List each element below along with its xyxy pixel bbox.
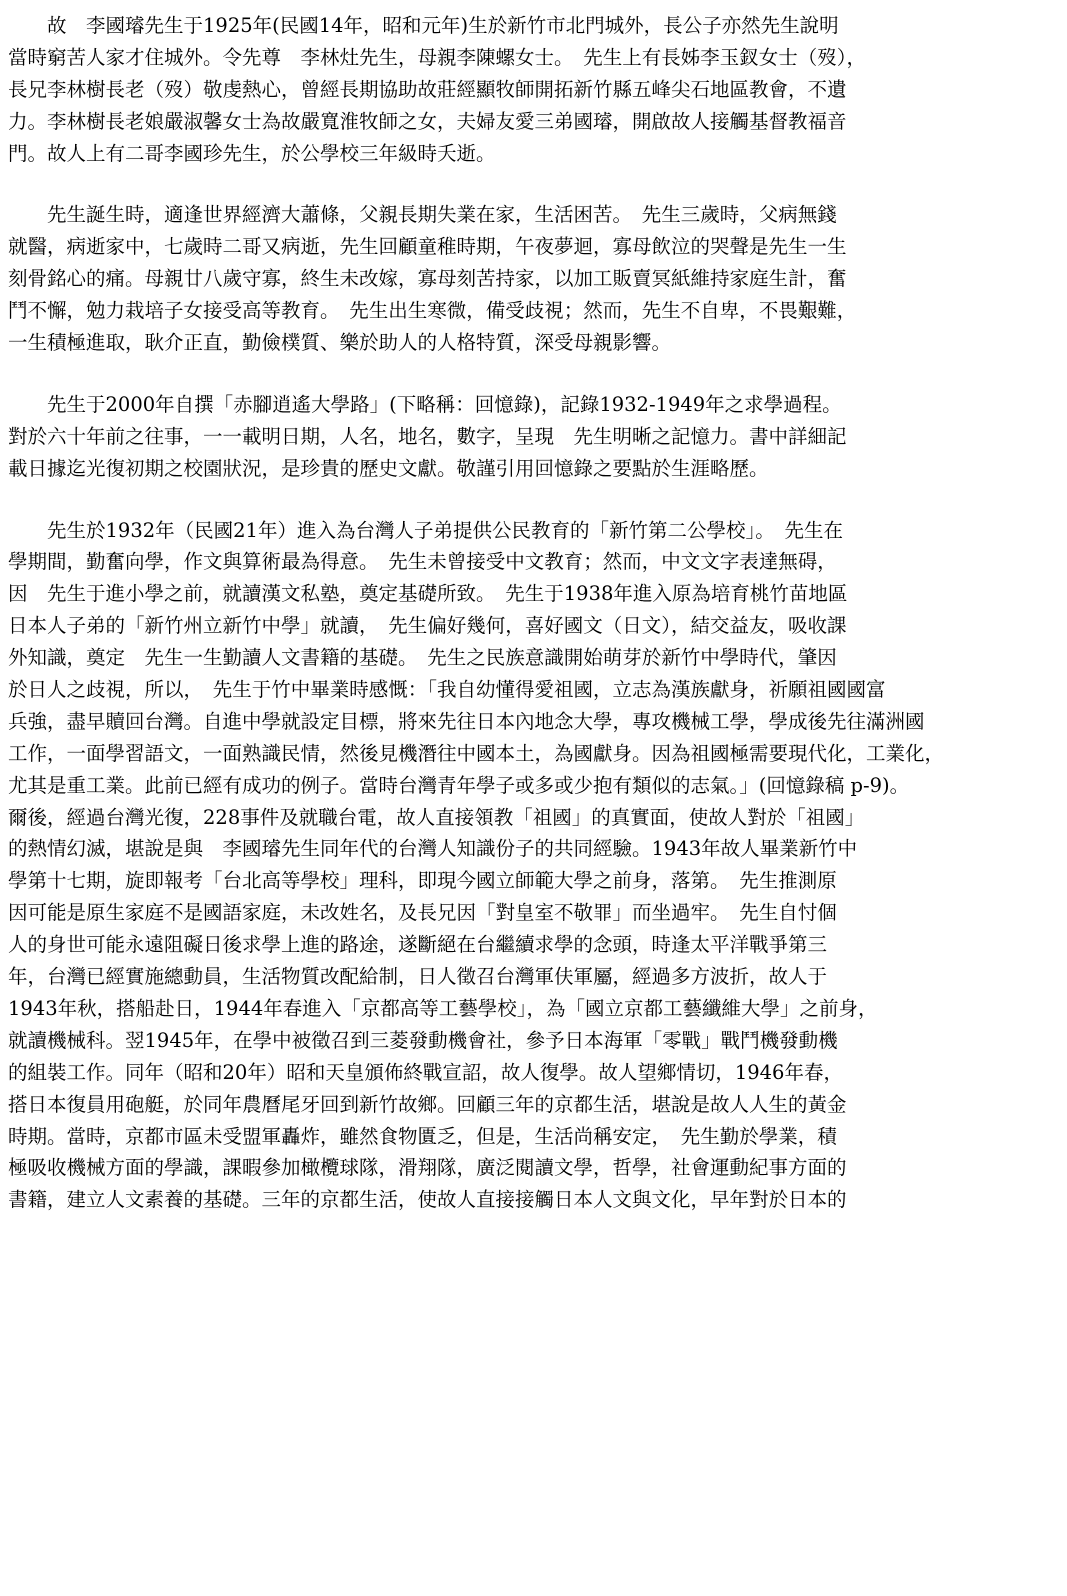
text-line: 人的身世可能永遠阻礙日後求學上進的路途，遂斷絕在台繼續求學的念頭，時逢太平洋戰爭第三 [8, 933, 828, 957]
text-line: 鬥不懈，勉力栽培子女接受高等教育。 先生出生寒微，備受歧視；然而，先生不自卑，不畏艱難， [8, 299, 857, 323]
text-line: 門。故人上有二哥李國珍先生，於公學校三年級時夭逝。 [8, 141, 496, 165]
text-line: 刻骨銘心的痛。母親廿八歲守寡，終生未改嫁，寡母刻苦持家，以加工販賣冥紙維持家庭生計，奮 [8, 267, 847, 291]
paragraph-education [8, 515, 1067, 1217]
text-line: 先生於1932年（民國21年）進入為台灣人子弟提供公民教育的「新竹第二公學校」。 先生在 [8, 518, 843, 542]
text-line: 日本人子弟的「新竹州立新竹中學」就讀， 先生偏好幾何，喜好國文（日文），結交益友，吸收課 [8, 614, 847, 638]
text-line: 極吸收機械方面的學識，課暇參加橄欖球隊，滑翔隊，廣泛閱讀文學，哲學，社會運動紀事方面的 [8, 1156, 847, 1180]
text-line: 就醫，病逝家中，七歲時二哥又病逝，先生回顧童稚時期，午夜夢迴，寡母飲泣的哭聲是先生一生 [8, 235, 847, 259]
text-line: 的熱情幻滅，堪說是與 李國璿先生同年代的台灣人知識份子的共同經驗。1943年故人畢業新竹中 [8, 837, 858, 861]
paragraph-childhood [8, 199, 1067, 358]
text-line: 的組裝工作。同年（昭和20年）昭和天皇頒佈終戰宣詔，故人復學。故人望鄉情切，1946年春， [8, 1060, 843, 1084]
text-line: 工作，一面學習語文，一面熟識民情，然後見機潛往中國本土，為國獻身。因為祖國極需要現代化，工業化， [8, 741, 945, 765]
text-line: 搭日本復員用砲艇，於同年農曆尾牙回到新竹故鄉。回顧三年的京都生活，堪說是故人人生的黃金 [8, 1092, 847, 1116]
text-line: 因可能是原生家庭不是國語家庭，未改姓名，及長兄因「對皇室不敬罪」而坐過牢。 先生自忖個 [8, 901, 837, 925]
text-line: 就讀機械科。翌1945年，在學中被徵召到三菱發動機會社，參予日本海軍「零戰」戰鬥機發動機 [8, 1028, 838, 1052]
text-line: 外知識，奠定 先生一生勤讀人文書籍的基礎。 先生之民族意識開始萌芽於新竹中學時代，肇因 [8, 646, 837, 670]
text-line: 載日據迄光復初期之校園狀況，是珍貴的歷史文獻。敬謹引用回憶錄之要點於生涯略歷。 [8, 456, 769, 480]
text-line: 尤其是重工業。此前已經有成功的例子。當時台灣青年學子或多或少抱有類似的志氣。」(回憶錄稿 p-9)。 [8, 773, 910, 797]
text-line: 書籍，建立人文素養的基礎。三年的京都生活，使故人直接接觸日本人文與文化，早年對於日本的 [8, 1188, 847, 1212]
text-line: 1943年秋，搭船赴日，1944年春進入「京都高等工藝學校」，為「國立京都工藝纖維大學」之前身， [8, 996, 878, 1020]
text-line: 先生于2000年自撰「赤腳逍遙大學路」(下略稱：回憶錄)，記錄1932-1949年之求學過程。 [8, 392, 842, 416]
text-line: 先生誕生時，適逢世界經濟大蕭條，父親長期失業在家，生活困苦。 先生三歲時，父病無錢 [8, 203, 837, 227]
text-line: 因 先生于進小學之前，就讀漢文私塾，奠定基礎所致。 先生于1938年進入原為培育桃竹苗地區 [8, 582, 848, 606]
text-line: 時期。當時，京都市區未受盟軍轟炸，雖然食物匱乏，但是，生活尚稱安定， 先生勤於學業，積 [8, 1124, 837, 1148]
text-line: 力。李林樹長老娘嚴淑馨女士為故嚴寬淮牧師之女，夫婦友愛三弟國璿，開啟故人接觸基督教福音 [8, 109, 847, 133]
text-line: 當時窮苦人家才住城外。令先尊 李林灶先生，母親李陳螺女士。 先生上有長姊李玉釵女士（歿）， [8, 45, 867, 69]
text-line: 故 李國璿先生于1925年(民國14年，昭和元年)生於新竹市北門城外，長公子亦然先生說明 [8, 14, 839, 37]
text-line: 年，台灣已經實施總動員，生活物質改配給制，日人徵召台灣軍伕軍屬，經過多方波折，故人于 [8, 965, 828, 989]
text-line: 學第十七期，旋即報考「台北高等學校」理科，即現今國立師範大學之前身，落第。 先生推測原 [8, 869, 837, 893]
text-line: 學期間，勤奮向學，作文與算術最為得意。 先生未曾接受中文教育；然而，中文文字表達無碍， [8, 550, 837, 574]
text-line: 長兄李林樹長老（歿）敬虔熱心，曾經長期協助故莊經顯牧師開拓新竹縣五峰尖石地區教會，不遺 [8, 77, 847, 101]
paragraph-memoir [8, 389, 1067, 485]
text-line: 兵強，盡早贖回台灣。自進中學就設定目標，將來先往日本內地念大學，專攻機械工學，學成後先往滿洲國 [8, 709, 925, 733]
paragraph-family-background [8, 10, 1067, 169]
text-line: 爾後，經過台灣光復，228事件及就職台電，故人直接領教「祖國」的真實面，使故人對於「祖國」 [8, 805, 865, 829]
text-line: 一生積極進取，耿介正直，勤儉樸質、樂於助人的人格特質，深受母親影響。 [8, 331, 672, 355]
text-line: 於日人之歧視，所以， 先生于竹中畢業時感慨：「我自幼懂得愛祖國，立志為漢族獻身，祈願祖國國富 [8, 678, 886, 702]
text-line: 對於六十年前之往事，一一載明日期，人名，地名，數字，呈現 先生明晰之記憶力。書中詳細記 [8, 424, 847, 448]
